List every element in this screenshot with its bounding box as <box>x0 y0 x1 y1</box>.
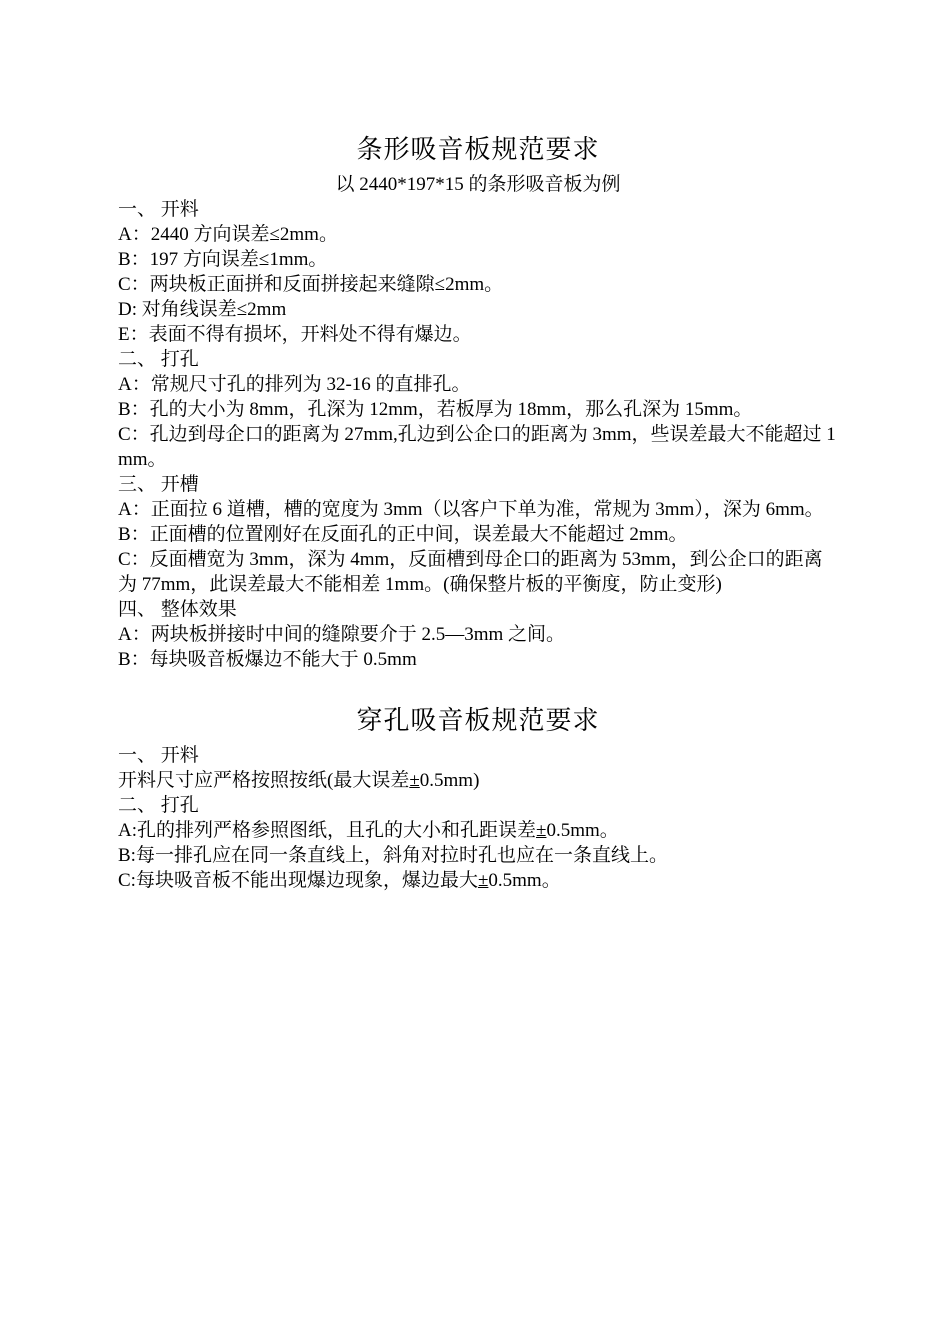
section1-line: 四、 整体效果 <box>118 599 237 620</box>
section1-line: A：两块板拼接时中间的缝隙要介于 2.5—3mm 之间。 <box>118 624 566 645</box>
section1-line: C：两块板正面拼和反面拼接起来缝隙≤2mm。 <box>118 274 504 295</box>
document-page <box>118 128 838 893</box>
section1-line: E：表面不得有损坏，开料处不得有爆边。 <box>118 324 472 345</box>
section1-line: B：每块吸音板爆边不能大于 0.5mm <box>118 649 417 670</box>
section1-line: C：反面槽宽为 3mm，深为 4mm，反面槽到母企口的距离为 53mm，到公企口的距离为 77mm，此误差最大不能相差 1mm。(确保整片板的平衡度，防止变形) <box>118 549 823 595</box>
line-text: 0.5mm。 <box>488 870 561 891</box>
line-text: A:孔的排列严格参照图纸，且孔的大小和孔距误差 <box>118 820 537 841</box>
section2-line <box>118 818 838 843</box>
section1-line: C：孔边到母企口的距离为 27mm,孔边到公企口的距离为 3mm，些误差最大不能超过 1mm。 <box>118 424 836 470</box>
section1-line: D: 对角线误差≤2mm <box>118 299 287 320</box>
plus-minus-symbol: ± <box>409 770 420 791</box>
line-text: C:每块吸音板不能出现爆边现象，爆边最大 <box>118 870 478 891</box>
section1-line: 三、 开槽 <box>118 474 199 495</box>
section2-line: B:每一排孔应在同一条直线上，斜角对拉时孔也应在一条直线上。 <box>118 845 668 866</box>
section1-line: A：正面拉 6 道槽，槽的宽度为 3mm（以客户下单为准，常规为 3mm），深为 6mm。 <box>118 499 824 520</box>
section1-line: B：孔的大小为 8mm，孔深为 12mm，若板厚为 18mm，那么孔深为 15mm。 <box>118 399 753 420</box>
section2-title: 穿孔吸音板规范要求 <box>356 706 600 736</box>
section2-line: 一、 开料 <box>118 745 199 766</box>
section1-title: 条形吸音板规范要求 <box>356 135 600 165</box>
line-text: 0.5mm。 <box>546 820 619 841</box>
plus-minus-symbol: ± <box>477 870 489 891</box>
section2-line <box>118 768 838 793</box>
section-spacer <box>118 672 838 699</box>
section1-subtitle: 以 2440*197*15 的条形吸音板为例 <box>335 174 621 195</box>
line-text: 0.5mm) <box>419 770 480 791</box>
line-text: 开料尺寸应严格按照按纸(最大误差 <box>118 770 410 791</box>
plus-minus-symbol: ± <box>536 820 547 841</box>
section1-line: 一、 开料 <box>118 199 199 220</box>
section1-line: A：2440 方向误差≤2mm。 <box>118 224 338 245</box>
section2-line: 二、 打孔 <box>118 795 199 816</box>
section2-line <box>118 868 838 893</box>
section1-line: 二、 打孔 <box>118 349 199 370</box>
section1-line: B：197 方向误差≤1mm。 <box>118 249 328 270</box>
section1-line: B：正面槽的位置刚好在反面孔的正中间，误差最大不能超过 2mm。 <box>118 524 688 545</box>
section1-line: A：常规尺寸孔的排列为 32-16 的直排孔。 <box>118 374 471 395</box>
